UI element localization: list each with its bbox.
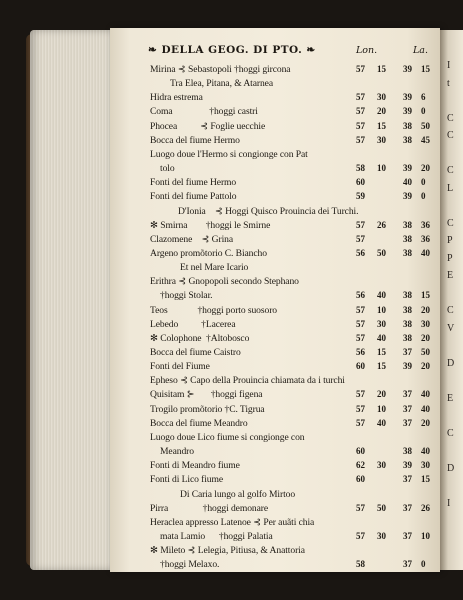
table-row bbox=[0, 64, 463, 76]
place-name: Fonti del fiume Pattolo bbox=[150, 191, 237, 203]
latitude-degrees: 38 bbox=[403, 120, 412, 131]
table-row bbox=[0, 460, 463, 472]
longitude-minutes: 30 bbox=[377, 92, 386, 103]
longitude-minutes: 10 bbox=[377, 304, 386, 315]
latitude-degrees: 39 bbox=[403, 460, 412, 471]
latitude-degrees: 38 bbox=[403, 219, 412, 230]
place-name: Heraclea appresso Latenoe ⊰ Per auãti chia bbox=[150, 516, 315, 528]
right-page-letter: D bbox=[447, 357, 455, 369]
right-page-letter: L bbox=[447, 182, 454, 194]
place-name: Fonti del fiume Hermo bbox=[150, 177, 237, 189]
longitude-degrees: 57 bbox=[356, 134, 365, 145]
longitude-degrees: 57 bbox=[356, 417, 365, 428]
longitude-degrees: 60 bbox=[356, 361, 365, 372]
table-row bbox=[0, 276, 463, 288]
table-row bbox=[0, 474, 463, 486]
right-page-letter: t bbox=[447, 77, 450, 89]
table-row bbox=[0, 489, 463, 501]
longitude-minutes: 50 bbox=[377, 502, 386, 513]
table-row bbox=[0, 305, 463, 317]
latitude-minutes: 6 bbox=[421, 92, 426, 103]
latitude-minutes: 26 bbox=[421, 502, 430, 513]
running-header bbox=[148, 44, 438, 60]
latitude-minutes: 20 bbox=[421, 332, 430, 343]
place-name: Argeno promõtorio C. Biancho bbox=[150, 247, 267, 259]
longitude-degrees: 60 bbox=[356, 177, 365, 188]
table-row bbox=[0, 163, 463, 175]
latitude-minutes: 0 bbox=[421, 177, 426, 188]
longitude-degrees: 56 bbox=[356, 290, 365, 301]
place-name: Fonti di Lico fiume bbox=[150, 474, 223, 486]
place-name: mata Lamio †hoggi Palatia bbox=[160, 530, 273, 542]
table-row bbox=[0, 361, 463, 373]
latitude-minutes: 40 bbox=[421, 389, 430, 400]
longitude-minutes: 10 bbox=[377, 163, 386, 174]
place-name: †hoggi Melaxo. bbox=[160, 559, 220, 571]
table-row bbox=[0, 319, 463, 331]
right-page-letter: I bbox=[447, 497, 451, 509]
right-page-letter: I bbox=[447, 60, 451, 71]
header-title: ❧ DELLA GEOG. DI PTO. ❧ bbox=[148, 44, 316, 56]
place-name: Trogilo promõtorio †C. Tigrua bbox=[150, 403, 265, 415]
latitude-minutes: 50 bbox=[421, 347, 430, 357]
longitude-minutes: 30 bbox=[377, 318, 386, 329]
right-page-letter: C bbox=[447, 165, 454, 176]
place-name: ✻ Smirna †hoggi le Smirne bbox=[150, 219, 271, 231]
table-row bbox=[0, 531, 463, 543]
place-name: Luogo doue Lico fiume si congionge con bbox=[150, 431, 305, 443]
latitude-minutes: 0 bbox=[421, 106, 426, 117]
latitude-degrees: 39 bbox=[403, 64, 412, 74]
latitude-minutes: 20 bbox=[421, 417, 430, 428]
longitude-degrees: 57 bbox=[356, 304, 365, 315]
longitude-degrees: 60 bbox=[356, 446, 365, 457]
latitude-degrees: 39 bbox=[403, 361, 412, 372]
latitude-degrees: 37 bbox=[403, 347, 412, 357]
longitude-degrees: 57 bbox=[356, 64, 365, 74]
latitude-degrees: 39 bbox=[403, 92, 412, 103]
latitude-minutes: 20 bbox=[421, 361, 430, 372]
table-row bbox=[0, 121, 463, 133]
place-name: Teos †hoggi porto suosoro bbox=[150, 304, 278, 316]
latitude-minutes: 20 bbox=[421, 163, 430, 174]
place-name: Epheso ⊰ Capo della Prouincia chiamata da i turchi bbox=[150, 375, 345, 387]
latitude-degrees: 38 bbox=[403, 318, 412, 329]
table-row bbox=[0, 234, 463, 246]
latitude-minutes: 40 bbox=[421, 247, 430, 258]
longitude-degrees: 57 bbox=[356, 92, 365, 103]
place-name: Mirina ⊰ Sebastopoli †hoggi gircona bbox=[150, 64, 291, 75]
latitude-degrees: 39 bbox=[403, 191, 412, 202]
longitude-minutes: 30 bbox=[377, 134, 386, 145]
latitude-degrees: 37 bbox=[403, 530, 412, 541]
right-page-letter: C bbox=[447, 305, 454, 316]
longitude-minutes: 40 bbox=[377, 290, 386, 301]
longitude-minutes: 30 bbox=[377, 460, 386, 471]
longitude-degrees: 59 bbox=[356, 191, 365, 202]
place-name: Hidra estrema bbox=[150, 92, 203, 104]
place-name: ✻ Colophone †Altobosco bbox=[150, 332, 250, 344]
latitude-degrees: 38 bbox=[403, 446, 412, 457]
place-name: D'Ionia ⊰ Hoggi Quisco Prouincia dei Turchi. bbox=[178, 205, 359, 217]
right-page-letter: C bbox=[447, 427, 454, 439]
place-name: Di Caria lungo al golfo Mirtoo bbox=[180, 488, 296, 500]
latitude-minutes: 40 bbox=[421, 403, 430, 414]
latitude-minutes: 30 bbox=[421, 460, 430, 471]
longitude-minutes: 15 bbox=[377, 64, 386, 74]
table-row bbox=[0, 149, 463, 161]
longitude-minutes: 50 bbox=[377, 247, 386, 258]
latitude-degrees: 38 bbox=[403, 290, 412, 301]
table-row bbox=[0, 248, 463, 260]
table-row bbox=[0, 432, 463, 444]
right-page-letter: C bbox=[447, 112, 454, 124]
place-name: †hoggi Stolar. bbox=[160, 290, 213, 302]
latitude-minutes: 45 bbox=[421, 134, 430, 145]
table-row bbox=[0, 446, 463, 458]
latitude-degrees: 37 bbox=[403, 417, 412, 428]
longitude-degrees: 62 bbox=[356, 460, 365, 471]
table-row bbox=[0, 191, 463, 203]
latitude-degrees: 37 bbox=[403, 502, 412, 513]
longitude-degrees: 57 bbox=[356, 233, 365, 244]
table-row bbox=[0, 290, 463, 302]
longitude-minutes: 30 bbox=[377, 530, 386, 541]
longitude-degrees: 56 bbox=[356, 247, 365, 258]
latitude-degrees: 38 bbox=[403, 332, 412, 343]
table-row bbox=[0, 217, 463, 232]
place-name: Pirra †hoggi demonare bbox=[150, 502, 268, 514]
right-page-letter: C bbox=[447, 130, 454, 141]
latitude-minutes: 15 bbox=[421, 474, 430, 485]
place-name: ✻ Mileto ⊰ Lelegia, Pitiusa, & Anattoria bbox=[150, 545, 305, 557]
latitude-degrees: 38 bbox=[403, 233, 412, 244]
right-page-letter: E bbox=[447, 270, 454, 281]
latitude-minutes: 15 bbox=[421, 64, 430, 74]
right-page-letter: P bbox=[447, 235, 453, 246]
latitude-degrees: 39 bbox=[403, 163, 412, 174]
latitude-degrees: 37 bbox=[403, 474, 412, 485]
longitude-degrees: 58 bbox=[356, 163, 365, 174]
table-row bbox=[0, 418, 463, 430]
place-name: Bocca del fiume Hermo bbox=[150, 134, 240, 146]
table-row bbox=[0, 262, 463, 274]
longitude-header: Lon. bbox=[356, 45, 378, 56]
place-name: Et nel Mare Icario bbox=[180, 262, 249, 274]
place-name: Phocea ⊰ Foglie uecchie bbox=[150, 120, 266, 132]
longitude-minutes: 15 bbox=[377, 361, 386, 372]
table-row bbox=[0, 92, 463, 104]
place-name: Quisitam ⊱ †hoggi figena bbox=[150, 389, 263, 401]
longitude-minutes: 15 bbox=[377, 347, 386, 357]
longitude-degrees: 58 bbox=[356, 559, 365, 570]
place-name: Fonti del Fiume bbox=[150, 361, 210, 373]
longitude-degrees: 57 bbox=[356, 219, 365, 230]
latitude-minutes: 10 bbox=[421, 530, 430, 541]
longitude-minutes: 40 bbox=[377, 332, 386, 343]
latitude-degrees: 38 bbox=[403, 134, 412, 145]
longitude-minutes: 20 bbox=[377, 389, 386, 400]
place-name: Fonti di Meandro fiume bbox=[150, 460, 240, 472]
longitude-degrees: 57 bbox=[356, 530, 365, 541]
longitude-degrees: 57 bbox=[356, 106, 365, 117]
longitude-degrees: 57 bbox=[356, 120, 365, 131]
place-name: Meandro bbox=[160, 446, 194, 458]
latitude-degrees: 37 bbox=[403, 403, 412, 414]
latitude-degrees: 37 bbox=[403, 389, 412, 400]
right-page-letter: E bbox=[447, 392, 454, 404]
table-row bbox=[0, 559, 463, 571]
place-name: Coma †hoggi castri bbox=[150, 106, 258, 118]
place-name: Tra Elea, Pitana, & Atarnea bbox=[170, 78, 273, 90]
longitude-minutes: 15 bbox=[377, 120, 386, 131]
longitude-minutes: 26 bbox=[377, 219, 386, 230]
latitude-minutes: 50 bbox=[421, 120, 430, 131]
place-name: Bocca del fiume Meandro bbox=[150, 417, 248, 429]
table-row bbox=[0, 545, 463, 557]
place-name: Erithra ⊰ Gnopopoli secondo Stephano bbox=[150, 276, 299, 288]
latitude-minutes: 0 bbox=[421, 191, 426, 202]
longitude-minutes: 10 bbox=[377, 403, 386, 414]
table-row bbox=[0, 404, 463, 416]
latitude-minutes: 0 bbox=[421, 559, 426, 570]
table-row bbox=[0, 375, 463, 387]
longitude-degrees: 56 bbox=[356, 347, 365, 357]
table-row bbox=[0, 347, 463, 359]
longitude-degrees: 57 bbox=[356, 389, 365, 400]
latitude-minutes: 36 bbox=[421, 219, 430, 230]
latitude-degrees: 38 bbox=[403, 304, 412, 315]
table-row bbox=[0, 177, 463, 189]
latitude-minutes: 40 bbox=[421, 446, 430, 457]
latitude-degrees: 39 bbox=[403, 106, 412, 117]
longitude-degrees: 57 bbox=[356, 332, 365, 343]
table-row bbox=[0, 517, 463, 529]
table-row bbox=[0, 333, 463, 345]
table-row bbox=[0, 78, 463, 90]
place-name: Lebedo †Lacerea bbox=[150, 318, 236, 330]
latitude-degrees: 40 bbox=[403, 177, 412, 188]
latitude-minutes: 30 bbox=[421, 318, 430, 329]
latitude-degrees: 37 bbox=[403, 559, 412, 570]
right-page-letter: D bbox=[447, 462, 455, 474]
latitude-minutes: 15 bbox=[421, 290, 430, 301]
right-page-letter: C bbox=[447, 217, 454, 229]
right-page-letter: V bbox=[447, 322, 455, 334]
place-name: Clazomene ⊰ Grina bbox=[150, 233, 234, 245]
place-name: tolo bbox=[160, 163, 175, 175]
place-name: Bocca del fiume Caistro bbox=[150, 347, 241, 358]
table-row bbox=[0, 106, 463, 118]
longitude-degrees: 57 bbox=[356, 318, 365, 329]
longitude-minutes: 40 bbox=[377, 417, 386, 428]
latitude-minutes: 36 bbox=[421, 233, 430, 244]
table-row bbox=[0, 135, 463, 147]
longitude-minutes: 20 bbox=[377, 106, 386, 117]
latitude-degrees: 38 bbox=[403, 247, 412, 258]
longitude-degrees: 57 bbox=[356, 502, 365, 513]
latitude-minutes: 20 bbox=[421, 304, 430, 315]
longitude-degrees: 60 bbox=[356, 474, 365, 485]
table-row bbox=[0, 389, 463, 401]
table-row bbox=[0, 503, 463, 515]
table-row bbox=[0, 206, 463, 218]
right-page-letter: P bbox=[447, 252, 453, 264]
latitude-header: La. bbox=[413, 45, 428, 56]
longitude-degrees: 57 bbox=[356, 403, 365, 414]
place-name: Luogo doue l'Hermo si congionge con Pat bbox=[150, 148, 308, 160]
